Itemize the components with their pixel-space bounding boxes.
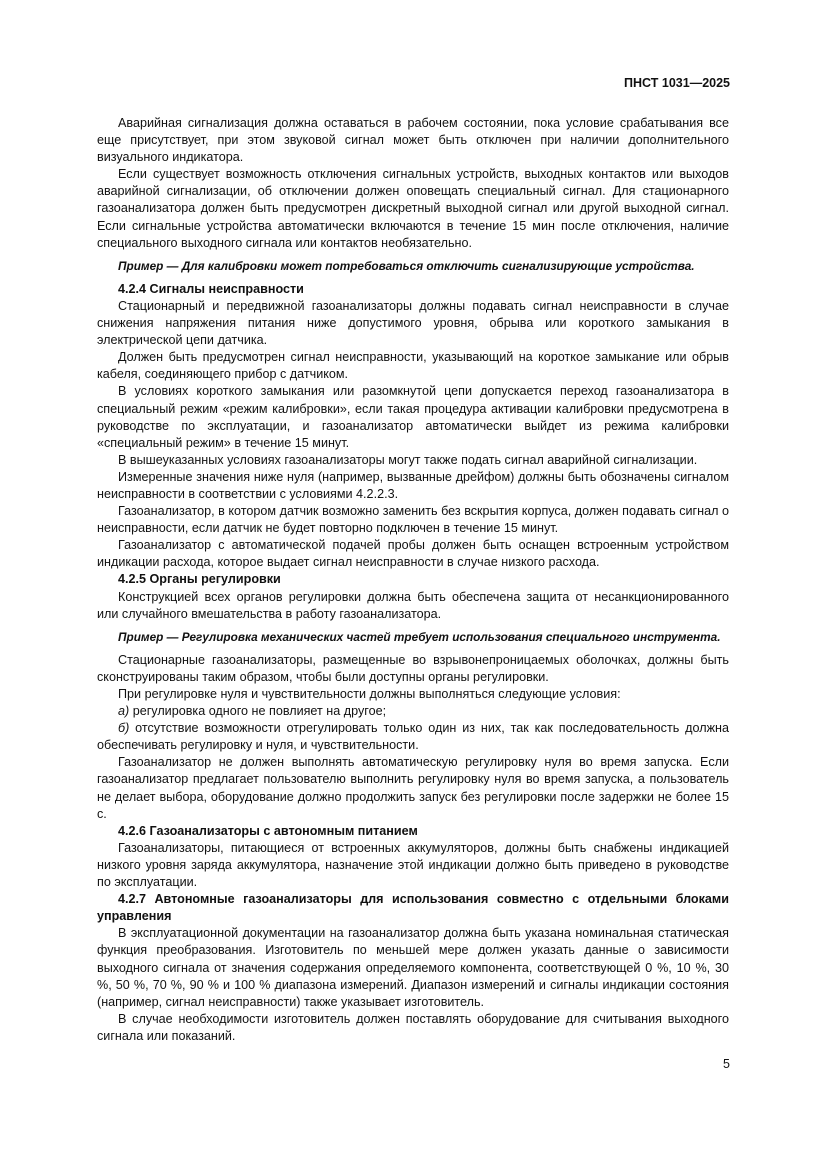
paragraph: Газоанализатор, в котором датчик возможно заменить без вскрытия корпуса, должен подавать сигнал о неисправности, если датчик не будет повторно подключен в течение 15 минут. [97,504,729,536]
example-text: Регулировка механических частей требует использования специального инструмента. [181,629,721,644]
list-text: отсутствие возможности отрегулировать только один из них, так как последовательность должна обеспечивать регулировку и нуля, и чувствительности. [97,721,729,753]
section-heading-4-2-5: 4.2.5 Органы регулировки [118,572,281,587]
example-label: Пример — [118,258,182,273]
page-number: 5 [723,1057,730,1071]
paragraph: Газоанализатор с автоматической подачей пробы должен быть оснащен встроенным устройством индикации расхода, которое выдает сигнал неисправности в случае низкого расхода. [97,538,729,570]
example-text: Для калибровки может потребоваться отключить сигнализирующие устройства. [181,258,695,273]
page-body [97,115,729,1045]
example-note [97,629,729,646]
section-heading-4-2-7: 4.2.7 Автономные газоанализаторы для использования совместно с отдельными блоками управления [97,892,729,924]
paragraph: В случае необходимости изготовитель должен поставлять оборудование для считывания выходного сигнала или показаний. [97,1011,729,1043]
section-heading-4-2-4: 4.2.4 Сигналы неисправности [118,281,304,296]
paragraph: В вышеуказанных условиях газоанализаторы могут также подать сигнал аварийной сигнализации. [118,452,698,467]
paragraph: Должен быть предусмотрен сигнал неисправности, указывающий на короткое замыкание или обрыв кабеля, соединяющего прибор с датчиком. [97,350,729,382]
list-item-b [97,720,729,754]
section-heading-4-2-6: 4.2.6 Газоанализаторы с автономным питанием [118,823,418,838]
document-id-header: ПНСТ 1031—2025 [624,76,730,90]
paragraph: Газоанализатор не должен выполнять автоматическую регулировку нуля во время запуска. Если газоанализатор предлагает пользователю выполнить регулировку нуля во время запуска, а пользователь не делает выбора, оборудование должно продолжить запуск без регулировки после задержки не более 15 с. [97,755,729,821]
list-marker: а) [118,704,130,719]
paragraph: В условиях короткого замыкания или разомкнутой цепи допускается переход газоанализатора в специальный режим «режим калибровки», если такая процедура активации калибровки предусмотрена в руководстве по эксплуатации, и газоанализатор автоматически выйдет из режима калибровки «специальный режим» в течение 15 минут. [97,384,729,450]
paragraph: Газоанализаторы, питающиеся от встроенных аккумуляторов, должны быть снабжены индикацией низкого уровня заряда аккумулятора, назначение этой индикации должно быть приведено в руководстве по эксплуатации. [97,840,729,890]
example-label: Пример — [118,629,182,644]
paragraph: В эксплуатационной документации на газоанализатор должна быть указана номинальная статическая функция преобразования. Изготовитель по меньшей мере должен указать данные о зависимости выходного сигнала от значения содержания определяемого компонента, соответствующей 0 %, 10 %, 30 %, 50 %, 70 %, 90 % и 100 % диапазона измерений. Диапазон измерений и сигналы индикации состояния (например, сигнал неисправности) также указывает изготовитель. [97,926,729,1009]
paragraph: Аварийная сигнализация должна оставаться в рабочем состоянии, пока условие срабатывания все еще присутствует, при этом звуковой сигнал может быть отключен при наличии дополнительного визуального индикатора. [97,116,729,165]
paragraph: Стационарный и передвижной газоанализаторы должны подавать сигнал неисправности в случае снижения напряжения питания ниже допустимого уровня, обрыва или короткого замыкания в электрической цепи датчика. [97,298,729,348]
paragraph: Конструкцией всех органов регулировки должна быть обеспечена защита от несанкционированного или случайного вмешательства в работу газоанализатора. [97,589,729,621]
paragraph: При регулировке нуля и чувствительности должны выполняться следующие условия: [118,687,621,701]
paragraph: Если существует возможность отключения сигнальных устройств, выходных контактов или выходов аварийной сигнализации, об отключении должен оповещать специальный сигнал. Для стационарного газоанализатора должен быть предусмотрен дискретный выходной сигнал или другой выходной сигнал. Если сигнальные устройства автоматически включаются в течение 15 мин после отключения, наличие специального выходного сигнала или контактов необязательно. [97,167,729,250]
list-text: регулировка одного не повлияет на другое; [129,704,387,719]
example-note [97,258,729,275]
list-marker: б) [118,721,130,736]
paragraph: Стационарные газоанализаторы, размещенные во взрывонепроницаемых оболочках, должны быть сконструированы таким образом, чтобы были доступны органы регулировки. [97,652,729,684]
list-item-a [97,703,729,720]
paragraph: Измеренные значения ниже нуля (например, вызванные дрейфом) должны быть обозначены сигналом неисправности в соответствии с условиями 4.2.2.3. [97,469,729,501]
